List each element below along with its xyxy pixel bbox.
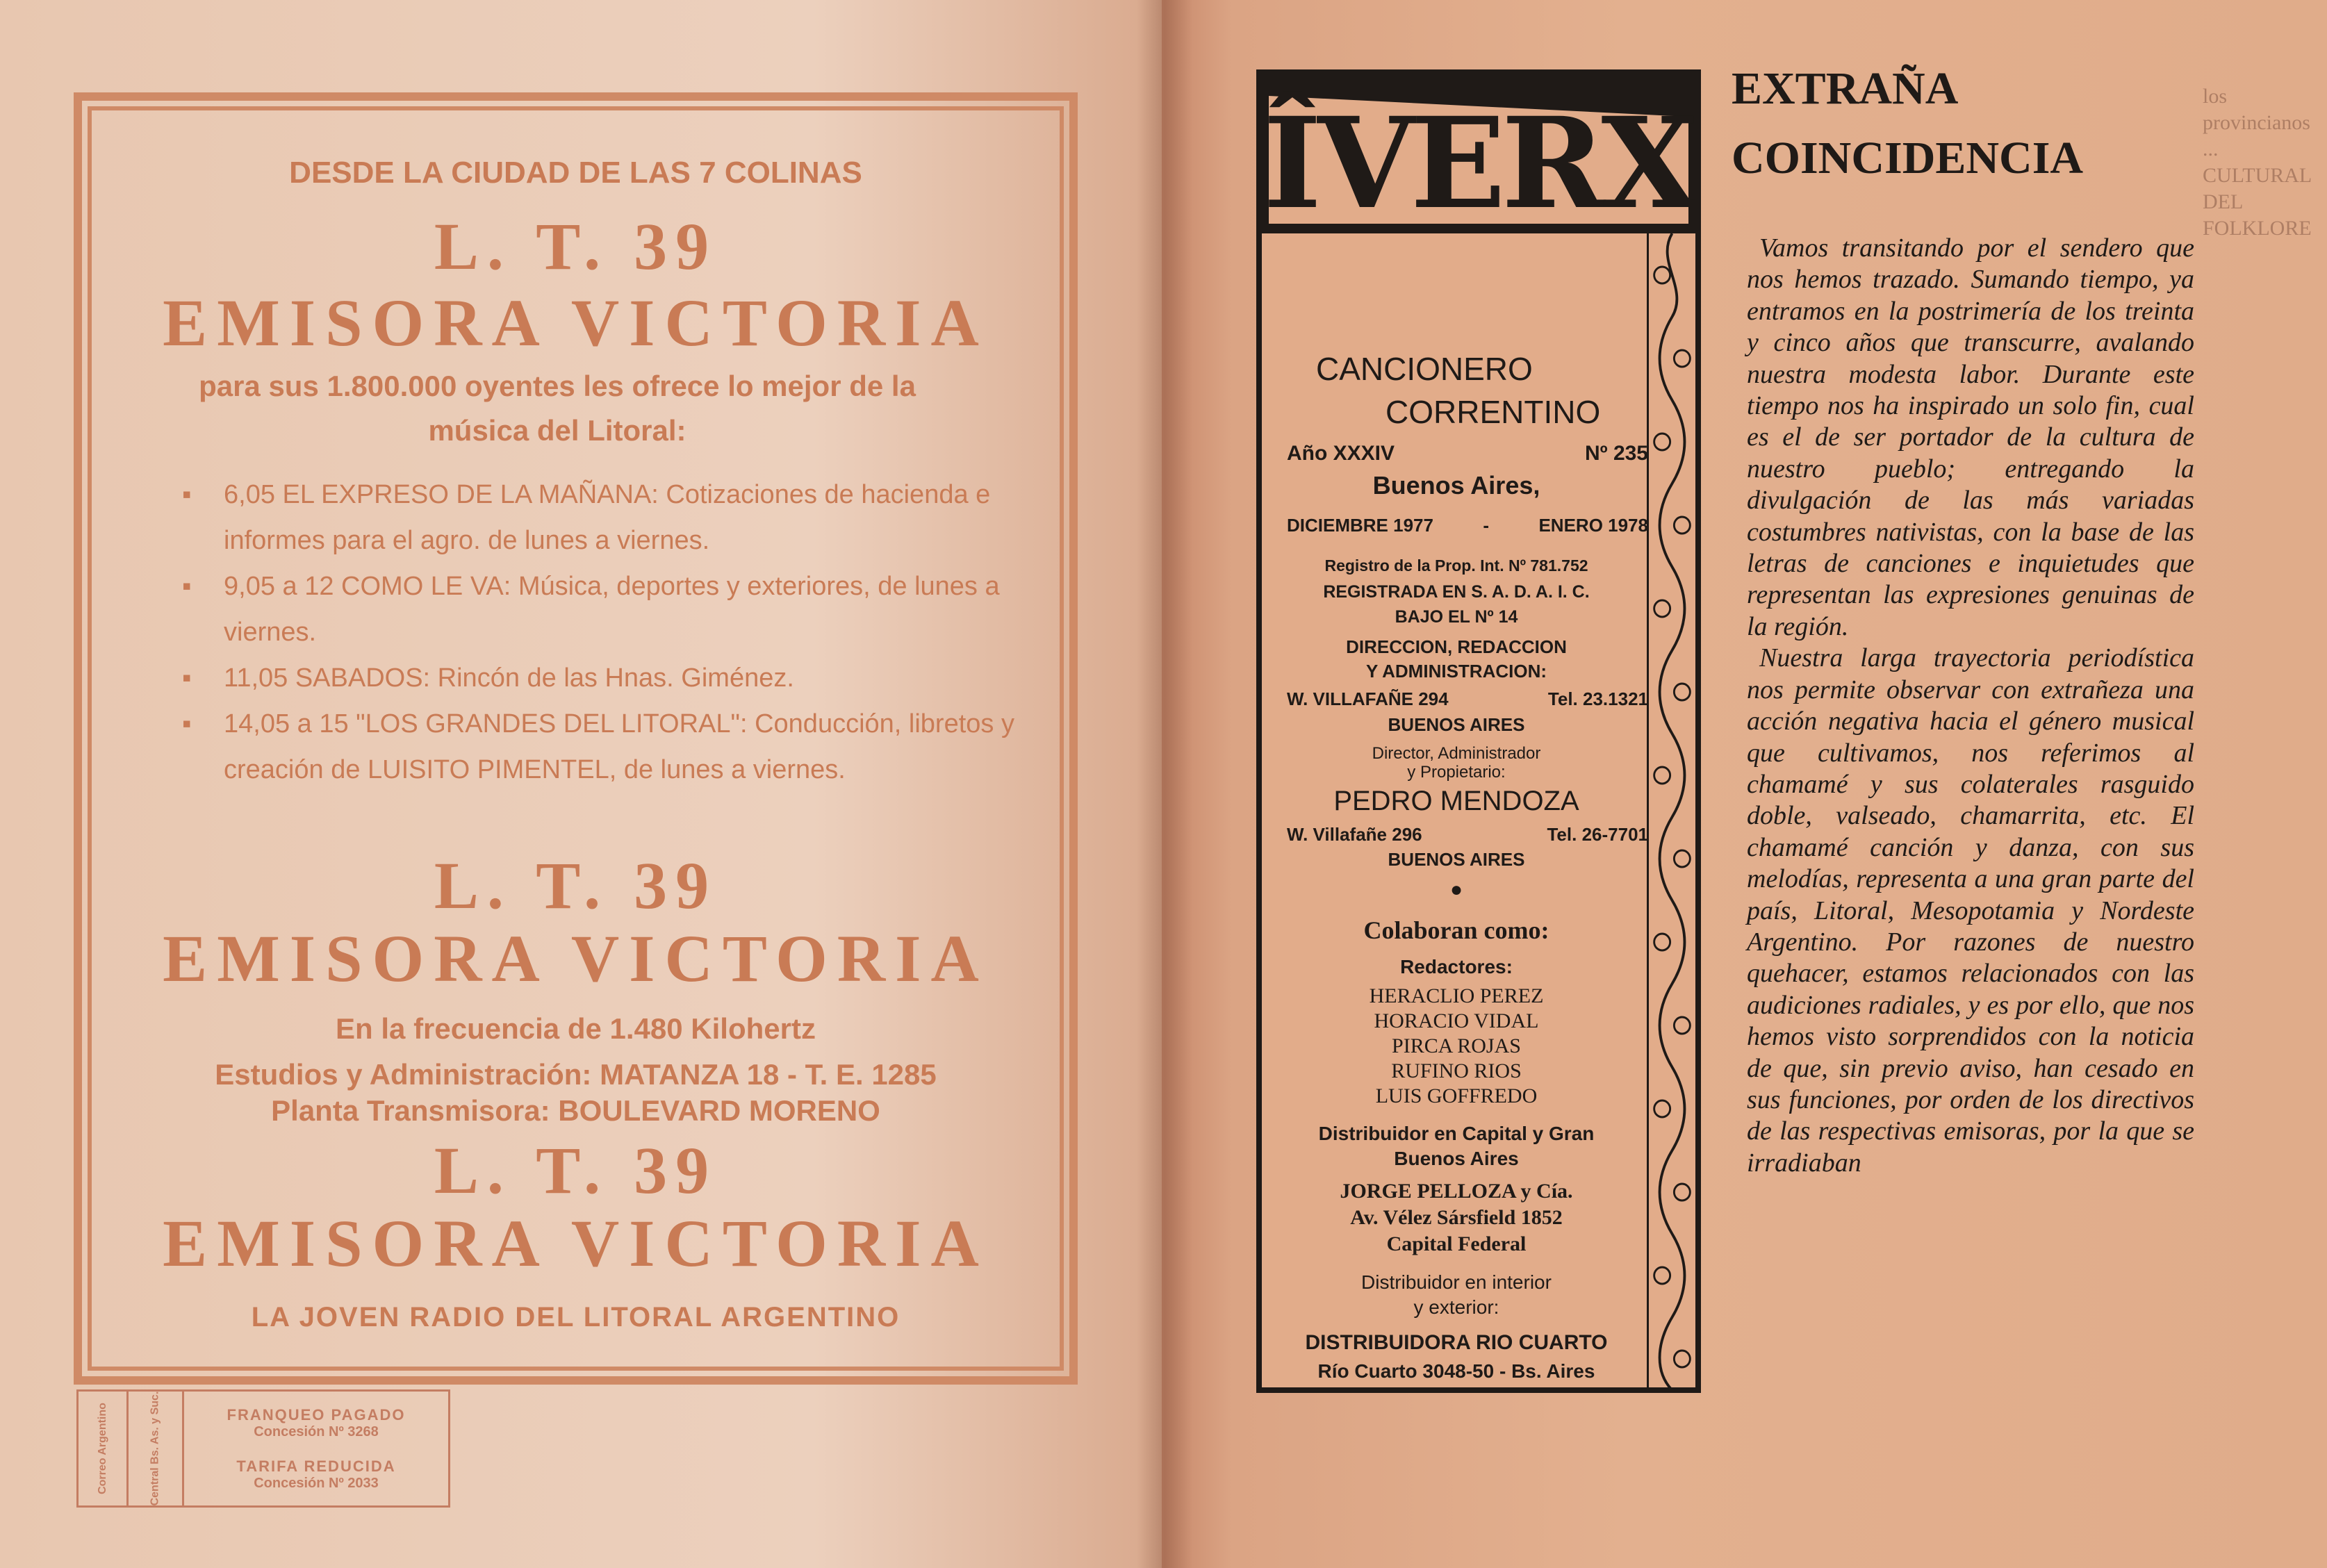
schedule-item: ▪ 6,05 EL EXPRESO DE LA MAÑANA: Cotizaciones de hacienda e informes para el agro. de lunes a viernes. bbox=[182, 480, 991, 555]
masthead-direccion-2: Y ADMINISTRACION: bbox=[1366, 661, 1547, 682]
masthead-redactores: Redactores: bbox=[1400, 956, 1513, 977]
masthead-tel-1: Tel. 23.1321 bbox=[1547, 688, 1648, 709]
masthead-names bbox=[1262, 984, 1651, 1109]
masthead-address-1: W. VILLAFAÑE 294 bbox=[1287, 688, 1449, 709]
article-title-2: COINCIDENCIA bbox=[1732, 133, 2084, 183]
masthead-registro: Registro de la Prop. Int. Nº 781.752 bbox=[1324, 556, 1588, 575]
logo-mark bbox=[1262, 75, 1695, 233]
masthead-registrada: REGISTRADA EN S. A. D. A. I. C. bbox=[1323, 582, 1590, 602]
masthead-logo bbox=[1262, 75, 1695, 233]
schedule-item: ▪ 9,05 a 12 COMO LE VA: Música, deportes y exteriores, de lunes a viernes. bbox=[182, 572, 1000, 647]
ad-intro: para sus 1.800.000 oyentes les ofrece lo mejor de la música del Litoral: bbox=[199, 370, 916, 447]
redactor-name: HERACLIO PEREZ bbox=[1369, 984, 1544, 1007]
masthead-address-row-2 bbox=[1287, 824, 1648, 845]
masthead-ba-1: BUENOS AIRES bbox=[1388, 714, 1525, 735]
stamp-main bbox=[184, 1392, 448, 1505]
article-body bbox=[1747, 233, 2194, 1179]
redactor-name: LUIS GOFFREDO bbox=[1375, 1084, 1538, 1107]
masthead-tel-2: Tel. 26-7701 bbox=[1547, 824, 1648, 845]
redactor-name: RUFINO RIOS bbox=[1391, 1059, 1522, 1082]
masthead-dist-name-2: DISTRIBUIDORA RIO CUARTO bbox=[1305, 1331, 1608, 1354]
masthead-direccion-1: DIRECCION, REDACCION bbox=[1346, 636, 1567, 657]
masthead-dist-name-1: JORGE PELLOZA y Cía. bbox=[1340, 1180, 1573, 1203]
redactor-name: HORACIO VIDAL bbox=[1374, 1009, 1539, 1032]
stamp-franqueo: FRANQUEO PAGADO bbox=[227, 1405, 406, 1423]
masthead-number: Nº 235 bbox=[1584, 442, 1648, 465]
masthead-bajo: BAJO EL Nº 14 bbox=[1395, 607, 1518, 627]
masthead-date-sep: - bbox=[1483, 515, 1490, 536]
masthead-dist-addr-1: Av. Vélez Sársfield 1852 bbox=[1350, 1206, 1563, 1229]
masthead-date-row bbox=[1287, 515, 1648, 536]
masthead-address-2: W. Villafañe 296 bbox=[1287, 824, 1422, 845]
ad-tagline: LA JOVEN RADIO DEL LITORAL ARGENTINO bbox=[251, 1302, 901, 1332]
ad-callsign-1: L. T. 39 bbox=[434, 209, 718, 283]
stamp-side-central: Central Bs. As. y Suc. bbox=[129, 1392, 184, 1505]
masthead-director-2: y Propietario: bbox=[1407, 763, 1506, 782]
masthead-dist-cap-1: Distribuidor en Capital y Gran bbox=[1318, 1123, 1595, 1144]
redactor-name: PIRCA ROJAS bbox=[1392, 1034, 1521, 1057]
masthead-date-from: DICIEMBRE 1977 bbox=[1287, 515, 1433, 536]
article-title-1: EXTRAÑA bbox=[1732, 63, 1959, 114]
radio-ad bbox=[74, 92, 1078, 1385]
masthead-title-1: CANCIONERO bbox=[1316, 351, 1533, 387]
stamp-side-correo: Correo Argentino bbox=[79, 1392, 129, 1505]
radio-ad-inner bbox=[88, 106, 1064, 1371]
stamp-franqueo-concesion: Concesión Nº 3268 bbox=[254, 1423, 379, 1439]
masthead-dist-addr-2: Río Cuarto 3048-50 - Bs. Aires bbox=[1317, 1360, 1595, 1382]
schedule-item: ▪ 11,05 SABADOS: Rincón de las Hnas. Giménez. bbox=[182, 663, 794, 693]
masthead-director-1: Director, Administrador bbox=[1372, 744, 1541, 763]
logo-text: ÎVERX bbox=[1263, 90, 1695, 233]
ad-frequency: En la frecuencia de 1.480 Kilohertz bbox=[336, 1012, 816, 1045]
ad-station-1: EMISORA VICTORIA bbox=[163, 286, 989, 360]
masthead-address-row-1 bbox=[1287, 688, 1648, 710]
ad-station-3: EMISORA VICTORIA bbox=[163, 1206, 989, 1280]
ad-schedule bbox=[182, 472, 1085, 793]
article-paragraph: Vamos transitando por el sendero que nos hemos trazado. Sumando tiempo, ya entramos en la postrimería de los treinta y cinco años que transcurre, avalando nuestra modesta labor. Durante este tiempo nos ha inspirado un solo fin, cual es el de ser portador de la cultura de nuestro pueblo; entregando la divulgación de las más variadas costumbres nativistas, con la base de las letras de canciones e inquietudes que representan las expresiones genuinas de la región. bbox=[1747, 233, 2194, 641]
stamp-tarifa-concesion: Concesión Nº 2033 bbox=[254, 1475, 379, 1491]
stamp-tarifa: TARIFA REDUCIDA bbox=[236, 1457, 396, 1475]
ad-station-2: EMISORA VICTORIA bbox=[163, 921, 989, 996]
masthead-dist-city-1: Capital Federal bbox=[1386, 1232, 1527, 1255]
masthead-box bbox=[1256, 69, 1701, 1393]
ad-kicker: DESDE LA CIUDAD DE LAS 7 COLINAS bbox=[289, 156, 862, 190]
postage-stamp bbox=[76, 1389, 450, 1508]
masthead-dist-int-2: y exterior: bbox=[1413, 1296, 1499, 1318]
masthead-body bbox=[1262, 233, 1651, 1387]
masthead-colab: Colaboran como: bbox=[1363, 916, 1549, 944]
masthead-dot: ● bbox=[1449, 878, 1463, 901]
article-paragraph: Nuestra larga trayectoria periodística nos permite observar con extrañeza una acción negativa hacia el género musical que cultivamos, nos referimos al chamamé y sus colaterales rasguido doble, valseado, chamarrita, etc. El chamamé canción y danza, con sus melodías, representa a una gran parte del país, Litoral, Mesopotamia y Nordeste Argentino. Por razones de nuestro quehacer, estamos relacionados con las audiciones radiales, y es por ello, que nos hemos visto sorprendidos con la noticia de que, sin previo aviso, han cesado en sus funciones, por orden de los directivos de las respectivas emisoras, por la que se irradiaban bbox=[1747, 643, 2194, 1178]
masthead-date-to: ENERO 1978 bbox=[1538, 515, 1648, 536]
masthead-owner: PEDRO MENDOZA bbox=[1333, 786, 1579, 816]
ad-callsign-2: L. T. 39 bbox=[434, 848, 718, 923]
masthead-dist-int-1: Distribuidor en interior bbox=[1361, 1271, 1552, 1293]
floral-border bbox=[1647, 233, 1695, 1390]
book-gutter bbox=[1137, 0, 1192, 1568]
ad-plant: Planta Transmisora: BOULEVARD MORENO bbox=[271, 1094, 880, 1127]
ad-callsign-3: L. T. 39 bbox=[434, 1133, 718, 1207]
masthead-year-row bbox=[1287, 442, 1648, 465]
ad-studios: Estudios y Administración: MATANZA 18 - T. E. 1285 bbox=[215, 1058, 937, 1091]
masthead-year: Año XXXIV bbox=[1287, 442, 1395, 465]
masthead-title-2: CORRENTINO bbox=[1385, 394, 1601, 430]
schedule-item: ▪ 14,05 a 15 "LOS GRANDES DEL LITORAL": Conducción, libretos y creación de LUISITO PIMENTEL, de lunes a viernes. bbox=[182, 709, 1014, 784]
masthead-city: Buenos Aires, bbox=[1372, 471, 1540, 500]
masthead-dist-cap-2: Buenos Aires bbox=[1394, 1148, 1519, 1169]
bleed-through-text: los provincianos ... CULTURAL DEL FOLKLORE bbox=[2203, 85, 2312, 240]
masthead-ba-2: BUENOS AIRES bbox=[1388, 849, 1525, 870]
